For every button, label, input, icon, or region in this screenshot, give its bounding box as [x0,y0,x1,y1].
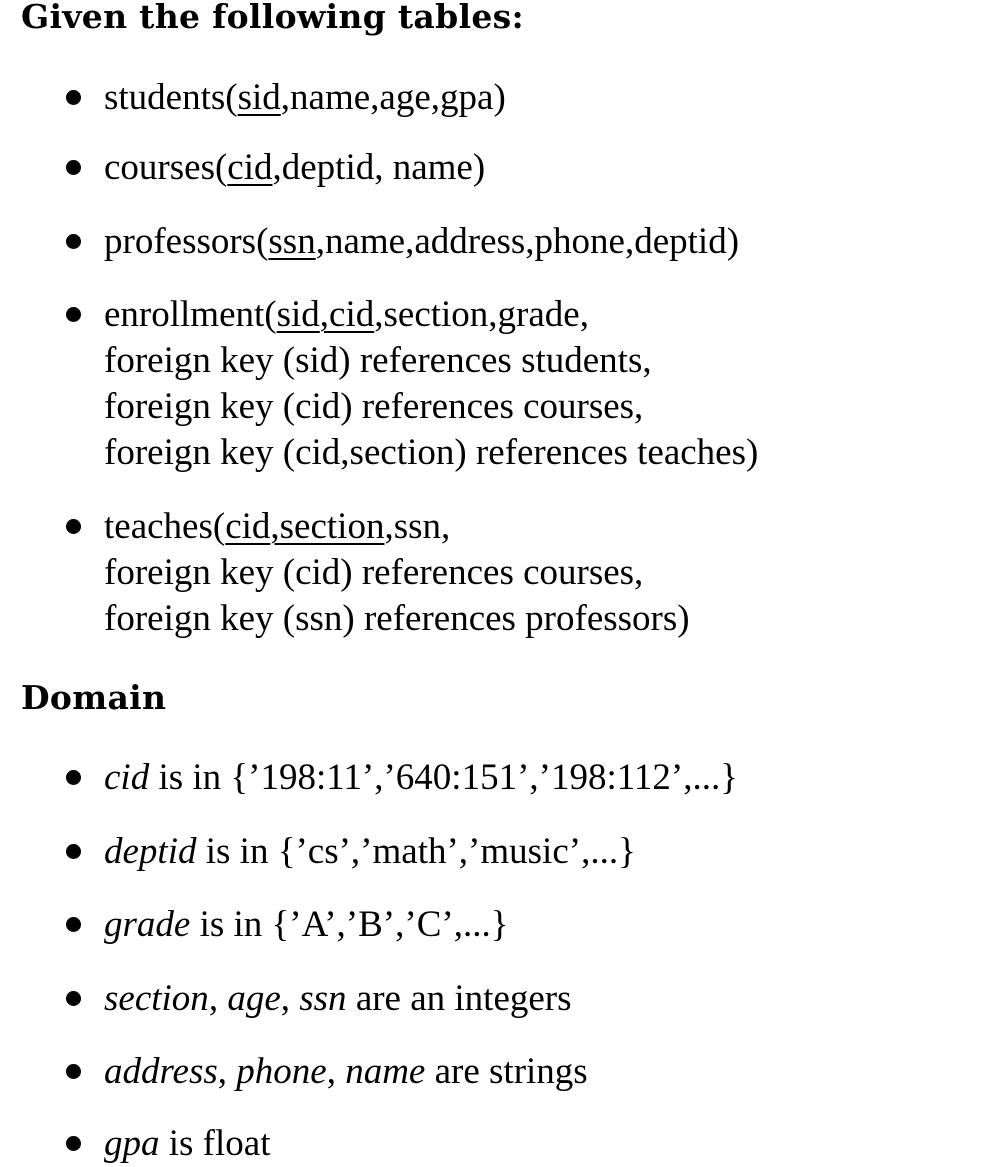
primary-key-cid: cid [225,506,271,547]
primary-key-section: section [279,506,385,547]
tables-heading: Given the following tables: [21,0,524,36]
list-item-enrollment [104,292,758,476]
foreign-key-line: foreign key (cid) references courses, [104,552,644,593]
primary-key-cid: cid [329,294,375,335]
separator: , [208,978,228,1019]
list-item-deptid-domain [104,829,636,875]
list-item-teaches [104,504,690,642]
foreign-key-line: foreign key (sid) references students, [104,340,652,381]
domain-text: is float [159,1123,271,1164]
domain-term: phone [236,1051,327,1092]
foreign-key-line: foreign key (ssn) references professors) [104,598,690,639]
bullet-icon [66,844,81,859]
domain-term: address [104,1051,218,1092]
bullet-icon [66,991,81,1006]
domain-term: section [104,978,209,1019]
separator: , [326,1051,346,1092]
table-columns: ,name,address,phone,deptid) [315,221,740,262]
bullet-icon [66,1136,81,1151]
table-name: students( [104,77,238,118]
primary-key-separator: , [319,294,330,335]
table-definition-line [104,504,690,550]
primary-key-part [277,294,375,335]
domain-term: cid [104,757,150,798]
table-columns: ,section,grade, [374,294,589,335]
list-item-professors [104,219,739,265]
list-item-grade-domain [104,902,508,948]
list-item-integer-domain [104,976,572,1022]
foreign-key-line: foreign key (cid,section) references teaches) [104,432,759,473]
table-definition-line [104,292,758,338]
table-columns: ,ssn, [384,506,451,547]
domain-text: are strings [425,1051,588,1092]
separator: , [280,978,300,1019]
bullet-icon [66,917,81,932]
bullet-icon [66,770,81,785]
primary-key: sid [237,77,281,118]
domain-term: deptid [104,831,197,872]
domain-term: name [345,1051,426,1092]
domain-term: ssn [299,978,347,1019]
list-item-gpa-domain [104,1121,270,1167]
table-columns: ,name,age,gpa) [280,77,506,118]
bullet-icon [66,234,81,249]
primary-key: cid [227,147,273,188]
list-item-students [104,75,506,121]
domain-text: is in {’198:11’,’640:151’,’198:112’,...} [149,757,738,798]
table-columns: ,deptid, name) [272,147,486,188]
bullet-icon [66,307,81,322]
table-name: enrollment( [104,294,277,335]
domain-term: age [227,978,281,1019]
domain-text: is in {’A’,’B’,’C’,...} [190,904,509,945]
list-item-cid-domain [104,755,738,801]
primary-key-part [225,506,384,547]
table-name: professors( [104,221,269,262]
primary-key: ssn [268,221,316,262]
bullet-icon [66,160,81,175]
domain-heading: Domain [21,678,167,717]
list-item-courses [104,145,485,191]
domain-term: gpa [104,1123,160,1164]
table-name: teaches( [104,506,226,547]
primary-key-sid: sid [276,294,320,335]
bullet-icon [66,90,81,105]
separator: , [217,1051,237,1092]
domain-text: are an integers [346,978,572,1019]
bullet-icon [66,519,81,534]
primary-key-separator: , [270,506,280,547]
domain-text: is in {’cs’,’math’,’music’,...} [196,831,636,872]
foreign-key-line: foreign key (cid) references courses, [104,386,644,427]
list-item-string-domain [104,1049,588,1095]
domain-term: grade [104,904,191,945]
table-name: courses( [104,147,228,188]
bullet-icon [66,1064,81,1079]
